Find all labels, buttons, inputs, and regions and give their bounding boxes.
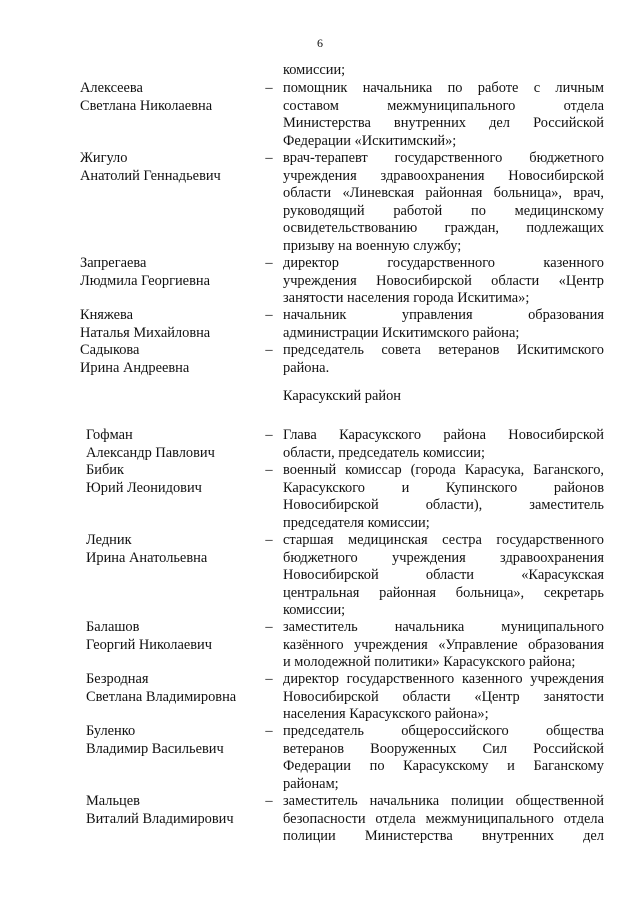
member-name-line: Ирина Анатольевна <box>86 549 208 566</box>
member-position-line: полиции Министерства внутренних дел <box>283 828 604 845</box>
member-position-line: старшая медицинская сестра государственного <box>283 532 604 548</box>
member-position <box>283 619 604 672</box>
member-name <box>80 307 260 342</box>
member-name-line: Наталья Михайловна <box>80 324 211 341</box>
dash-separator: – <box>265 723 273 739</box>
member-position-line: председателя комиссии; <box>283 514 430 531</box>
member-name <box>86 462 266 497</box>
member-position-line: администрации Искитимского района; <box>283 324 520 341</box>
member-position-line: и молодежной политики» Карасукского района; <box>283 654 576 671</box>
page-number: 6 <box>317 36 323 50</box>
member-position-line: директор государственного казенного учреждения <box>283 671 604 687</box>
member-position-line: районам; <box>283 775 339 792</box>
member-position <box>283 671 604 724</box>
dash-separator: – <box>265 619 273 635</box>
dash-separator: – <box>265 307 273 323</box>
member-position-line: начальник управления образования <box>283 307 604 323</box>
member-position <box>283 150 604 256</box>
member-position-line: Федерации по Карасукскому и Баганскому <box>283 758 604 775</box>
member-name-line: Георгий Николаевич <box>86 636 212 653</box>
member-position-line: военный комиссар (города Карасука, Баганского, <box>283 462 604 478</box>
member-position-line: председатель общероссийского общества <box>283 723 604 739</box>
dash-separator: – <box>265 462 273 478</box>
member-name-line: Гофман <box>86 427 133 443</box>
member-position-line: директор государственного казенного <box>283 255 604 271</box>
dash-separator: – <box>265 671 273 687</box>
member-name-line: Светлана Владимировна <box>86 688 237 705</box>
member-position <box>283 723 604 793</box>
member-position <box>283 793 604 846</box>
member-position <box>283 255 604 308</box>
member-position-line: центральная районная больница», секретарь <box>283 584 604 601</box>
member-position-line: Новосибирской области), заместитель <box>283 497 604 514</box>
member-position-line: области «Линевская районная больница», врач, <box>283 185 604 202</box>
member-name <box>86 532 266 567</box>
member-name-line: Владимир Васильевич <box>86 740 224 757</box>
dash-separator: – <box>265 342 273 358</box>
member-position-line: района. <box>283 359 330 376</box>
member-name <box>86 671 266 706</box>
member-name <box>80 80 260 115</box>
member-position-line: комиссии; <box>283 602 346 619</box>
member-position-line: Федерации «Искитимский»; <box>283 132 457 149</box>
member-position-line: казённого учреждения «Управление образования <box>283 636 604 653</box>
dash-separator: – <box>265 532 273 548</box>
member-position-line: председатель совета ветеранов Искитимского <box>283 342 604 358</box>
member-name <box>80 342 260 377</box>
member-name-line: Виталий Владимирович <box>86 810 234 827</box>
member-position-line: призыву на военную службу; <box>283 237 462 254</box>
member-position-line: Новосибирской области «Центр занятости <box>283 688 604 705</box>
member-position-line: области, председатель комиссии; <box>283 444 485 461</box>
dash-separator: – <box>265 255 273 271</box>
member-position <box>283 307 604 342</box>
member-name-line: Запрегаева <box>80 255 147 271</box>
member-position <box>283 427 604 462</box>
member-position <box>283 80 604 150</box>
member-name-line: Александр Павлович <box>86 444 215 461</box>
member-name <box>86 619 266 654</box>
member-position <box>283 342 604 377</box>
member-position <box>283 532 604 620</box>
member-position-line: бюджетного учреждения здравоохранения <box>283 549 604 566</box>
member-name-line: Княжева <box>80 307 134 323</box>
member-name-line: Ирина Андреевна <box>80 359 190 376</box>
member-position-line: помощник начальника по работе с личным <box>283 80 604 96</box>
member-name <box>86 723 266 758</box>
member-position-line: освидетельствованию граждан, подлежащих <box>283 220 604 237</box>
member-position-line: заместитель начальника муниципального <box>283 619 604 635</box>
member-name-line: Мальцев <box>86 793 140 809</box>
member-position-line: занятости населения города Искитима»; <box>283 290 530 307</box>
member-name-line: Жигуло <box>80 150 128 166</box>
member-name-line: Бибик <box>86 462 124 478</box>
member-name-line: Алексеева <box>80 80 143 96</box>
dash-separator: – <box>265 427 273 443</box>
member-position-line: безопасности отдела межмуниципального отдела <box>283 810 604 827</box>
member-position-line: Карасукского и Купинского районов <box>283 479 604 496</box>
member-name-line: Садыкова <box>80 342 140 358</box>
member-name <box>86 427 266 462</box>
member-position <box>283 462 604 532</box>
dash-separator: – <box>265 793 273 809</box>
member-name-line: Балашов <box>86 619 140 635</box>
dash-separator: – <box>265 80 273 96</box>
member-position-line: учреждения Новосибирской области «Центр <box>283 272 604 289</box>
member-position-line: составом межмуниципального отдела <box>283 97 604 114</box>
member-name <box>80 150 260 185</box>
member-position-line: Глава Карасукского района Новосибирской <box>283 427 604 443</box>
section-heading-karasuk: Карасукский район <box>283 388 401 404</box>
continuation-line: комиссии; <box>283 62 346 78</box>
member-name-line: Людмила Георгиевна <box>80 272 210 289</box>
member-position-line: заместитель начальника полиции общественной <box>283 793 604 809</box>
member-name-line: Ледник <box>86 532 132 548</box>
member-position-line: руководящий работой по медицинскому <box>283 202 604 219</box>
member-name-line: Безродная <box>86 671 149 687</box>
member-name-line: Светлана Николаевна <box>80 97 213 114</box>
member-name-line: Буленко <box>86 723 136 739</box>
member-position-line: Новосибирской области «Карасукская <box>283 567 604 584</box>
dash-separator: – <box>265 150 273 166</box>
member-name-line: Анатолий Геннадьевич <box>80 167 221 184</box>
member-position-line: населения Карасукского района»; <box>283 706 489 723</box>
member-position-line: Министерства внутренних дел Российской <box>283 115 604 132</box>
member-name <box>86 793 266 828</box>
member-position-line: ветеранов Вооруженных Сил Российской <box>283 740 604 757</box>
member-position-line: врач-терапевт государственного бюджетного <box>283 150 604 166</box>
continuation-text <box>283 62 604 80</box>
member-name <box>80 255 260 290</box>
member-name-line: Юрий Леонидович <box>86 479 202 496</box>
member-position-line: учреждения здравоохранения Новосибирской <box>283 167 604 184</box>
